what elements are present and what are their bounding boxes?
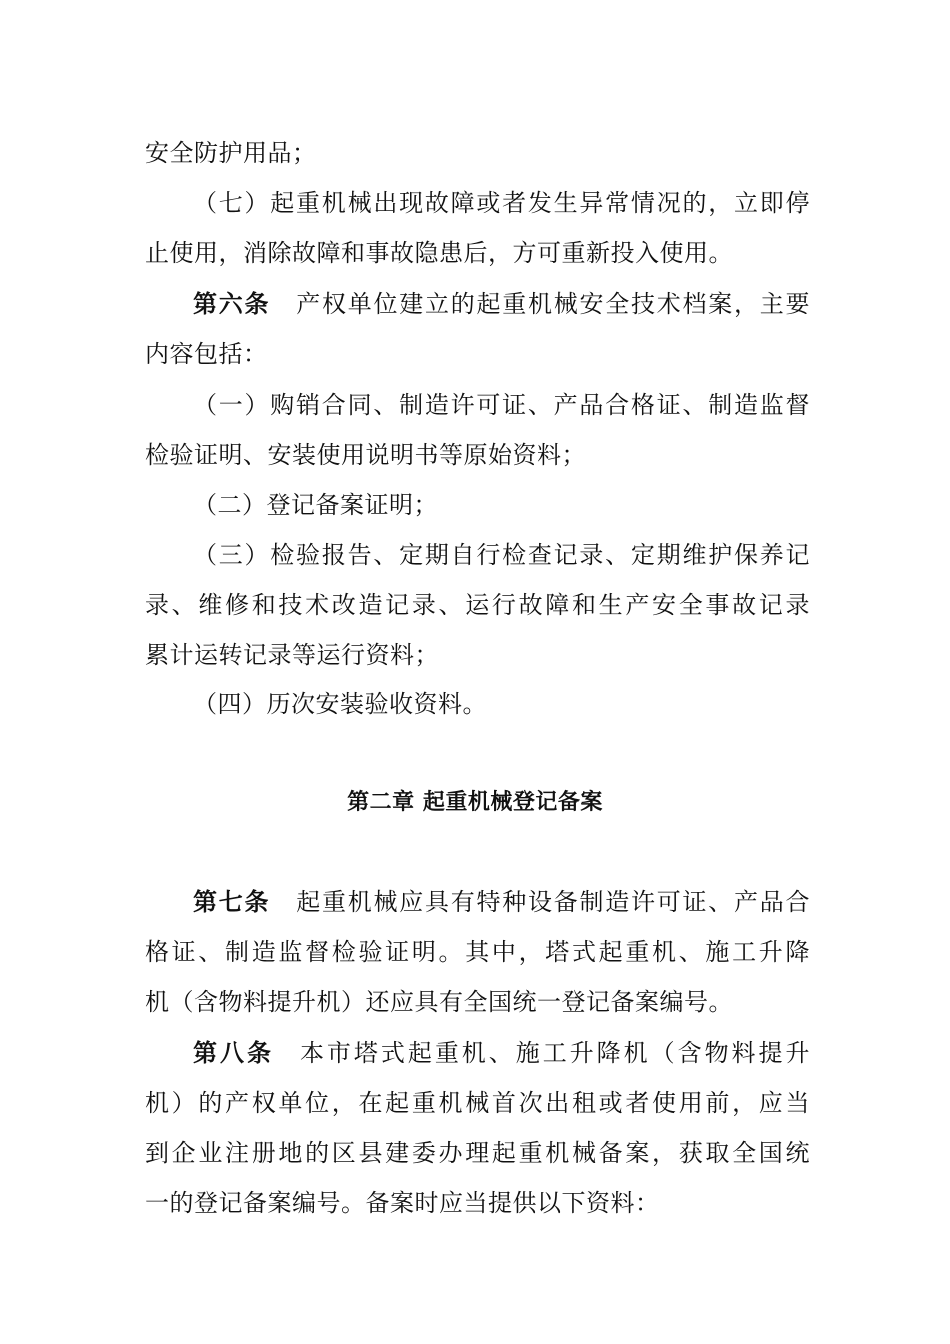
text-line: （三）检验报告、定期自行检查记录、定期维护保养记 bbox=[193, 541, 810, 569]
text-span: 升 bbox=[785, 1039, 811, 1067]
text-line: 内容包括： bbox=[145, 340, 268, 368]
text-line: 录、维修和技术改造记录、运行故障和生产安全事故记录 bbox=[145, 591, 810, 619]
article-7-line bbox=[193, 886, 810, 918]
text-line: 机）的产权单位，在起重机械首次出租或者使用前，应当 bbox=[145, 1089, 810, 1117]
text-line: （四）历次安装验收资料。 bbox=[193, 690, 487, 718]
text-line: 检验证明、安装使用说明书等原始资料； bbox=[145, 441, 586, 469]
article-6-line bbox=[193, 288, 810, 320]
article-8-line bbox=[193, 1037, 810, 1069]
article-8-label: 第八条 bbox=[193, 1039, 274, 1067]
text-span: 产权单位建立的起重机械安全技术档案，主要 bbox=[296, 290, 810, 318]
text-line: 累计运转记录等运行资料； bbox=[145, 641, 439, 669]
text-line: 到企业注册地的区县建委办理起重机械备案，获取全国统 bbox=[145, 1139, 810, 1167]
text-span: 本市塔式起重机、施工升降机（含物料提 bbox=[299, 1039, 786, 1067]
text-line: 止使用，消除故障和事故隐患后，方可重新投入使用。 bbox=[145, 239, 733, 267]
text-line: 格证、制造监督检验证明。其中，塔式起重机、施工升降 bbox=[145, 938, 810, 966]
article-7-label: 第七条 bbox=[193, 888, 271, 916]
text-line: 一的登记备案编号。备案时应当提供以下资料： bbox=[145, 1189, 660, 1217]
article-6-label: 第六条 bbox=[193, 290, 271, 318]
text-line: （一）购销合同、制造许可证、产品合格证、制造监督 bbox=[193, 391, 810, 419]
text-line: 机（含物料提升机）还应具有全国统一登记备案编号。 bbox=[145, 988, 733, 1016]
text-line: （二）登记备案证明； bbox=[193, 491, 438, 519]
text-line: （七）起重机械出现故障或者发生异常情况的，立即停 bbox=[193, 189, 810, 217]
chapter-heading: 第二章 起重机械登记备案 bbox=[347, 790, 603, 815]
text-span: 起重机械应具有特种设备制造许可证、产品合 bbox=[296, 888, 810, 916]
text-line: 安全防护用品； bbox=[145, 139, 317, 167]
